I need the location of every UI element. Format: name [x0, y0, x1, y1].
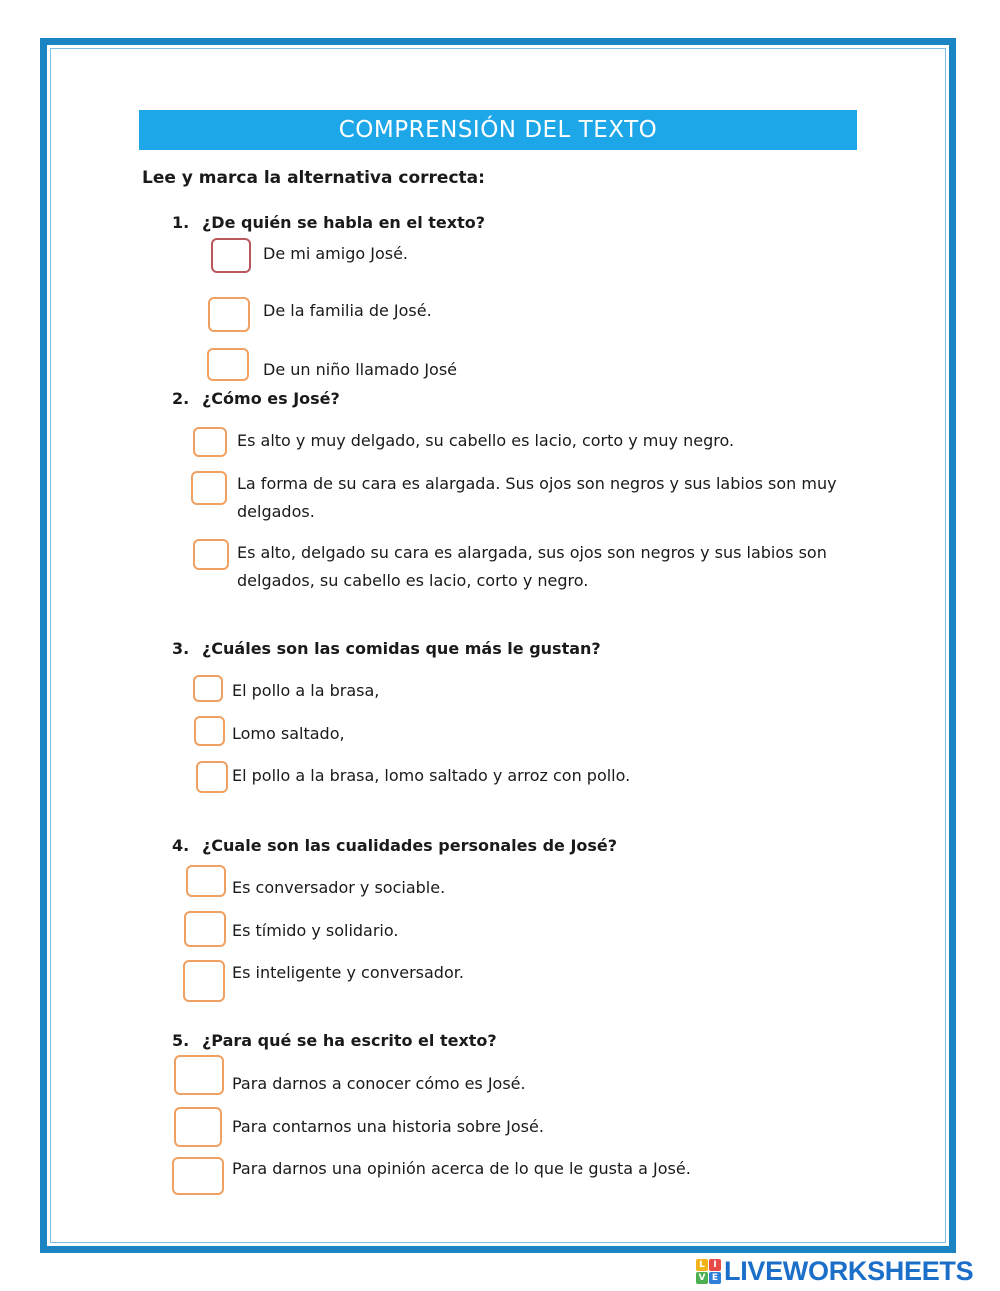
question-2-text: ¿Cómo es José? [202, 389, 340, 408]
question-3-text: ¿Cuáles son las comidas que más le gustan? [202, 639, 601, 658]
q5-option-3-checkbox[interactable] [172, 1157, 224, 1195]
q3-option-1-label: El pollo a la brasa, [232, 681, 380, 700]
q5-option-2-label: Para contarnos una historia sobre José. [232, 1117, 544, 1136]
q5-option-3-label: Para darnos una opinión acerca de lo que le gusta a José. [232, 1159, 691, 1178]
q2-option-2-checkbox[interactable] [191, 471, 227, 505]
q1-option-3-label: De un niño llamado José [263, 360, 458, 379]
q4-option-1-checkbox[interactable] [186, 865, 226, 897]
q1-option-1-checkbox[interactable] [211, 238, 251, 273]
logo-cube-icon: L I V E [696, 1259, 721, 1284]
q1-option-1-label: De mi amigo José. [263, 244, 409, 263]
q5-option-1-checkbox[interactable] [174, 1055, 224, 1095]
question-2 [172, 389, 340, 408]
q2-option-2-label: La forma de su cara es alargada. Sus ojos son negros y sus labios son muy delgados. [237, 474, 837, 521]
q2-option-1-checkbox[interactable] [193, 427, 227, 457]
question-1-number: 1. [172, 213, 190, 232]
q3-option-3-label: El pollo a la brasa, lomo saltado y arroz con pollo. [232, 766, 631, 785]
question-5 [172, 1031, 497, 1050]
q4-option-3-checkbox[interactable] [183, 960, 225, 1002]
question-5-text: ¿Para qué se ha escrito el texto? [202, 1031, 497, 1050]
q3-option-2-checkbox[interactable] [194, 716, 225, 746]
q4-option-1-label: Es conversador y sociable. [232, 878, 446, 897]
question-3-number: 3. [172, 639, 190, 658]
q1-option-2-checkbox[interactable] [208, 297, 250, 332]
q1-option-2-label: De la familia de José. [263, 301, 432, 320]
q4-option-2-label: Es tímido y solidario. [232, 921, 399, 940]
question-4-text: ¿Cuale son las cualidades personales de José? [202, 836, 618, 855]
question-4 [172, 836, 617, 855]
q2-option-3-checkbox[interactable] [193, 539, 229, 570]
question-1 [172, 213, 485, 232]
q1-option-3-checkbox[interactable] [207, 348, 249, 381]
q2-option-1-label: Es alto y muy delgado, su cabello es lacio, corto y muy negro. [237, 431, 735, 450]
question-2-number: 2. [172, 389, 190, 408]
q5-option-2-checkbox[interactable] [174, 1107, 222, 1147]
q4-option-2-checkbox[interactable] [184, 911, 226, 947]
q5-option-1-label: Para darnos a conocer cómo es José. [232, 1074, 526, 1093]
q4-option-3-label: Es inteligente y conversador. [232, 963, 464, 982]
q3-option-2-label: Lomo saltado, [232, 724, 345, 743]
logo-brand-text: LIVEWORKSHEETS [724, 1255, 974, 1286]
worksheet-title: COMPRENSIÓN DEL TEXTO [139, 110, 857, 150]
question-5-number: 5. [172, 1031, 190, 1050]
question-3 [172, 639, 601, 658]
question-4-number: 4. [172, 836, 190, 855]
q3-option-1-checkbox[interactable] [193, 675, 223, 702]
instruction-text: Lee y marca la alternativa correcta: [142, 168, 485, 188]
q3-option-3-checkbox[interactable] [196, 761, 228, 793]
q2-option-3-label: Es alto, delgado su cara es alargada, sus ojos son negros y sus labios son delgados, su cabello es lacio, corto y negro. [237, 543, 827, 590]
question-1-text: ¿De quién se habla en el texto? [202, 213, 486, 232]
liveworksheets-logo [696, 1256, 973, 1286]
